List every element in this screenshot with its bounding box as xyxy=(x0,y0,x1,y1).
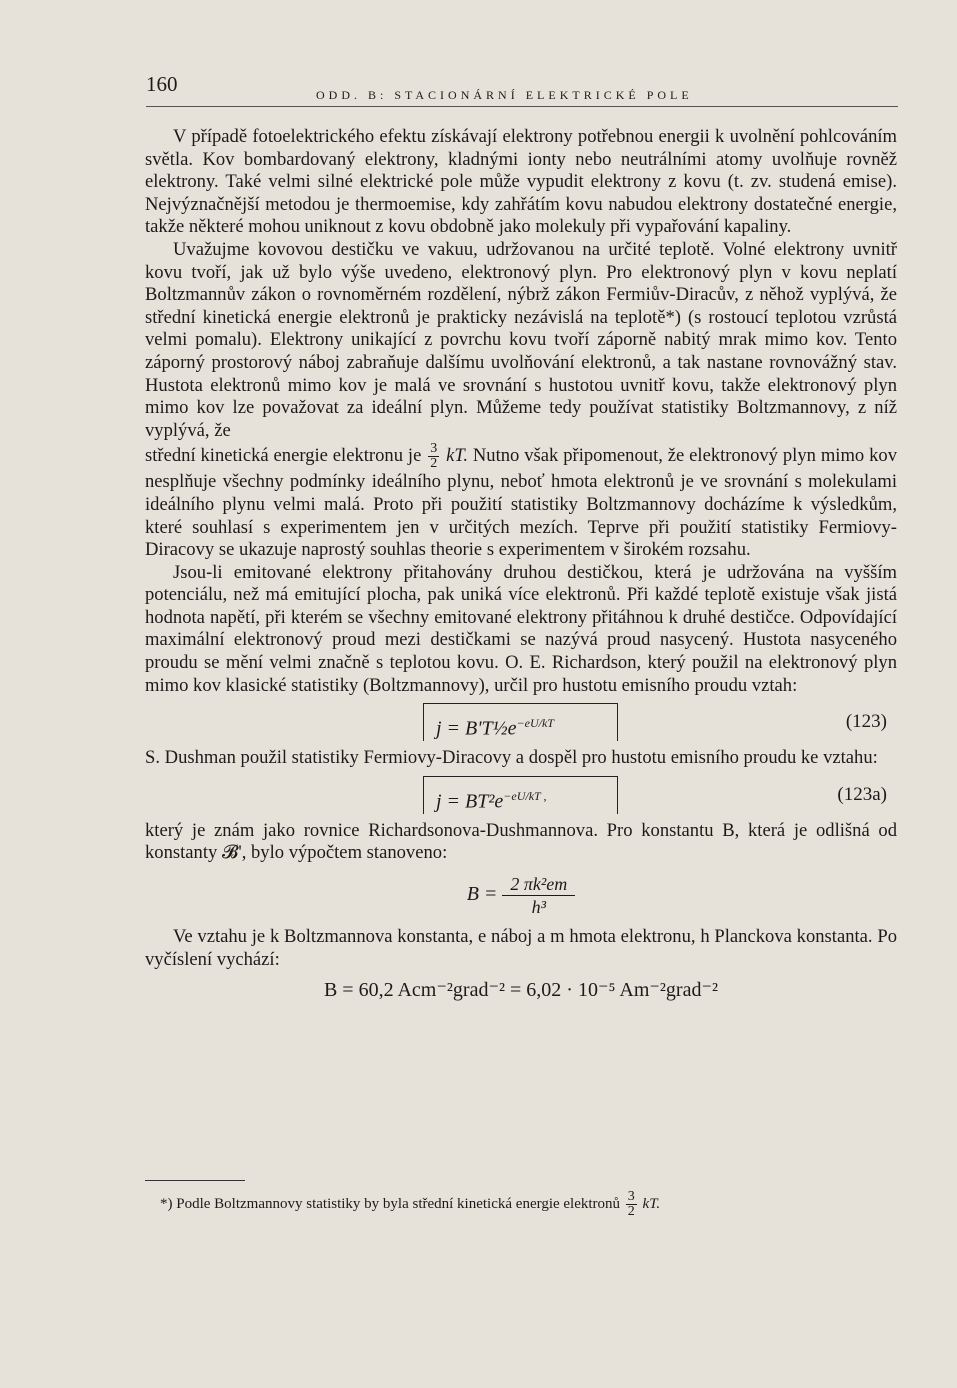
running-head: ODD. B: STACIONÁRNÍ ELEKTRICKÉ POLE xyxy=(316,88,693,102)
equation-123-formula: $j = B'T\frac{1}{2}e^{-eU/kT}$ xyxy=(423,703,618,741)
footnote-rule xyxy=(145,1180,245,1181)
equation-123a xyxy=(145,770,897,820)
kinetic-energy-text: střední kinetická energie elektronu je xyxy=(145,445,422,467)
kinetic-energy-after: Nutno však připomenout, že elektronový plyn mimo kov nesplňuje všechny podmínky ideálního plynu, neboť hmota elektronů je ve srovnání s molekulami ideálního plynu velmi malá. Proto při použití statistiky Boltzmannovy docházíme k výsledkům, které souhlasí s experimentem jen v určitých mezích. Teprve při použití statistiky Fermiovy-Diracovy se ukazuje naprostý souhlas theorie s experimentem v širokém rozsahu. xyxy=(145,445,897,561)
paragraph-5: který je znám jako rovnice Richardsonova-Dushmannova. Pro konstantu B, která je odlišná od konstanty 𝓑', bylo výpočtem stanoveno: xyxy=(145,819,897,864)
equation-B: B = $\frac{\text{2 πk²em}}{\text{h³}}$ xyxy=(145,873,897,918)
equation-B-value: B = 60,2 Acm⁻²grad⁻² = 6,02 · 10⁻⁵ Am⁻²grad⁻² xyxy=(323,979,719,1002)
footnote-fraction: $\frac{3}{2}$ xyxy=(627,1189,635,1219)
body-text xyxy=(145,126,897,1010)
footnote-text: *) Podle Boltzmannovy statistiky by byla střední kinetická energie elektronů xyxy=(160,1195,621,1212)
paragraph-6: Ve vztahu je k Boltzmannova konstanta, e náboj a m hmota elektronu, h Planckova konstanta. Po vyčíslení vychází: xyxy=(145,926,897,970)
footnote-kT: kT. xyxy=(642,1195,661,1212)
paragraph-1: V případě fotoelektrického efektu získávají elektrony potřebnou energii k uvolnění pohlcováním světla. Kov bombardovaný elektrony, kladnými ionty nebo neutrálními atomy uvolňuje rovněž elektrony. Také velmi silné elektrické pole může vypudit elektrony z kovu (t. zv. studená emise). Nejvýznačnější metodou je thermoemise, kdy zahřátím kovu nabudou elektrony dostatečné energie, takže některé mohou uniknout z kovu obdobně jako molekuly při vypařování kapaliny. xyxy=(145,126,897,238)
fraction-3-2: $\frac{3}{2}$ xyxy=(430,441,438,472)
equation-B-fraction: $\frac{\text{2 πk²em}}{\text{h³}}$ xyxy=(502,873,575,918)
equation-123 xyxy=(145,697,897,747)
page-header xyxy=(146,70,898,107)
kT-symbol: kT. xyxy=(446,445,468,467)
page-number: 160 xyxy=(146,72,178,96)
footnote xyxy=(160,1190,880,1219)
equation-123a-number: (123a) xyxy=(837,783,887,805)
paragraph-3: Jsou-li emitované elektrony přitahovány druhou destičkou, která je udržována na vyšším potenciálu, než má emitující plocha, pak uniká více elektronů. Při každé teplotě existuje však jistá hodnota napětí, při kterém se všechny emitované elektrony přitáhnou k druhé destičce. Odpovídající maximální elektronový proud mezi destičkami se nazývá proud nasycený. Hustota nasyceného proudu se mění velmi značně s teplotou kovu. O. E. Richardson, který použil na elektronový plyn mimo kov klasické statistiky (Boltzmannovy), určil pro hustotu emisního proudu vztah: xyxy=(145,561,897,696)
equation-123-number: (123) xyxy=(845,711,887,733)
paragraph-2: Uvažujme kovovou destičku ve vakuu, udržovanou na určité teplotě. Volné elektrony uvnitř kovu tvoří, jak už bylo výše uvedeno, elektronový plyn. Pro elektronový plyn v kovu neplatí Boltzmannův zákon o rovnoměrném rozdělení, nýbrž zákon Fermiův-Diracův, z něhož vyplývá, že střední kinetická energie elektronů je prakticky nezávislá na teplotě*) (s rostoucí teplotou vzrůstá velmi pomalu). Elektrony unikající z povrchu kovu tvoří záporně nabitý mrak mimo kov. Tento záporný prostorový náboj zabraňuje dalšímu uvolňování elektronů, a tak nastane rovnovážný stav. Hustota elektronů mimo kov je malá ve srovnání s hustotou uvnitř kovu, takže elektronový plyn mimo kov lze považovat za ideální plyn. Můžeme tedy používat statistiky Boltzmannovy, z níž vyplývá, že xyxy=(145,238,897,441)
paragraph-4: S. Dushman použil statistiky Fermiovy-Diracovy a dospěl pro hustotu emisního proudu ke vztahu: xyxy=(145,747,878,769)
equation-123a-formula: $j = BT^2e^{-eU/kT ,}$ xyxy=(423,776,618,814)
paragraph-2-cont xyxy=(145,442,897,561)
